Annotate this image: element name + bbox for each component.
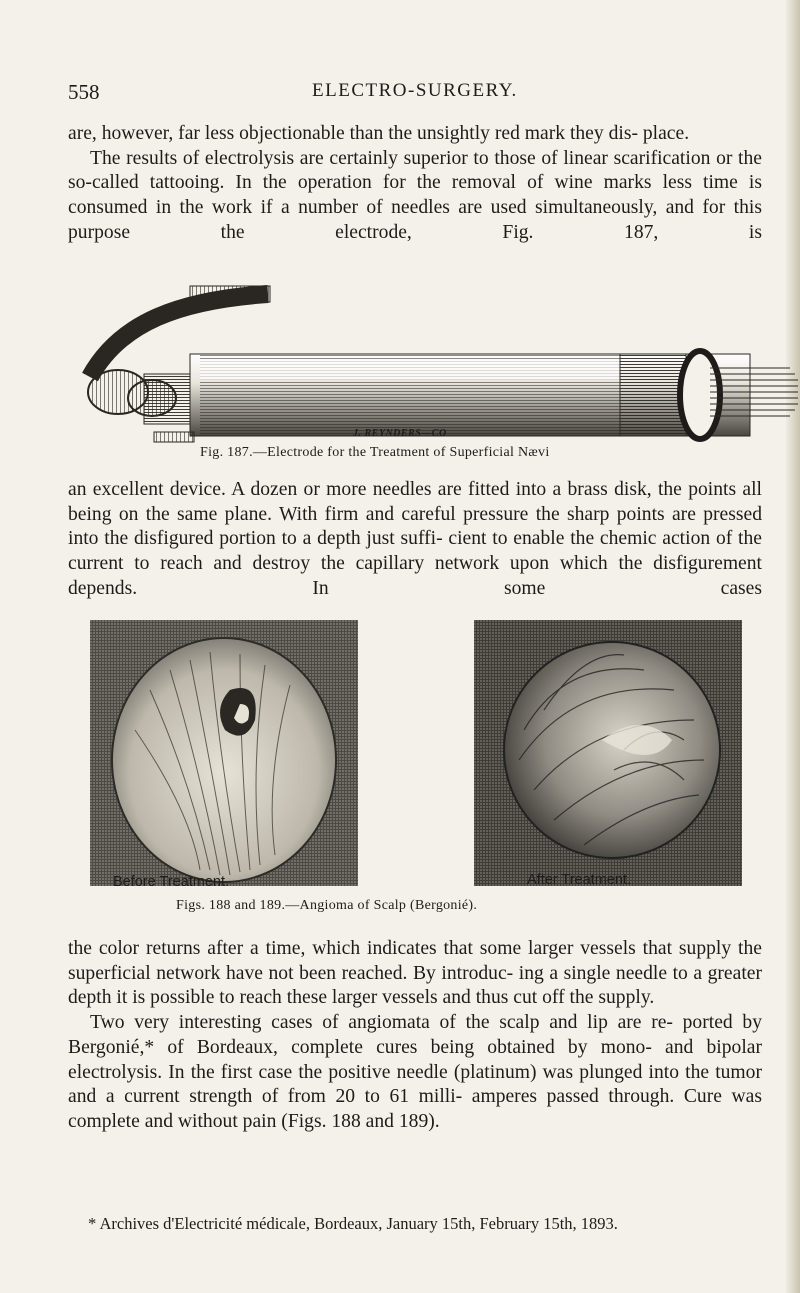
running-title: ELECTRO-SURGERY. xyxy=(312,80,518,101)
text-block-middle xyxy=(68,478,762,602)
text-block-top xyxy=(68,122,762,246)
electrode-illustration xyxy=(60,282,800,444)
page-header xyxy=(68,80,768,110)
paragraph: the color returns after a time, which indicates that some larger vessels that supply the superficial network have not been reached. By introduc- ing a single needle to a greater depth it is possible to reach these larger vessels and thus cut off the supply. xyxy=(68,938,762,1009)
text-block-bottom xyxy=(68,937,762,1135)
footnote: * Archives d'Electricité médicale, Bordeaux, January 15th, February 15th, 1893. xyxy=(88,1214,618,1233)
paragraph: an excellent device. A dozen or more needles are fitted into a brass disk, the points all being on the same plane. With firm and careful pressure the sharp points are pressed into the disfigured portion to a depth just suffi- cient to enable the chemic action of the current to reach and destroy the capillary network upon which the disfigurement depends. In some cases xyxy=(68,479,762,599)
page-number: 558 xyxy=(68,80,100,104)
paragraph: Two very interesting cases of angiomata of the scalp and lip are re- ported by Bergonié,* of Bordeaux, complete cures being obtained by mono- and bipolar electrolysis. In the first case the positive needle (platinum) was plunged into the tumor and a current strength of from 20 to 61 milli- amperes passed through. Cure was complete and without pain (Figs. 188 and 189). xyxy=(68,1012,762,1132)
figures-188-189-caption: Figs. 188 and 189.—Angioma of Scalp (Bergonié). xyxy=(176,898,478,913)
figure-187-caption: Fig. 187.—Electrode for the Treatment of Superficial Nævi xyxy=(200,445,550,460)
after-treatment-image xyxy=(474,620,742,886)
label-before-treatment: Before Treatment. xyxy=(113,874,230,890)
before-treatment-image xyxy=(90,620,358,886)
label-after-treatment: After Treatment. xyxy=(527,872,631,888)
page-edge xyxy=(786,0,800,1293)
paragraph: are, however, far less objectionable than the unsightly red mark they dis- place. xyxy=(68,123,690,144)
figure-189-after-photo xyxy=(474,620,742,886)
figure-187-electrode xyxy=(60,282,800,444)
figure-188-before-photo xyxy=(90,620,358,886)
paragraph: The results of electrolysis are certainly superior to those of linear scarification or the so-called tattooing. In the operation for the removal of wine marks less time is consumed in the work if a number of needles are used simultaneously, and for this purpose the electrode, Fig. 187, is xyxy=(68,147,762,243)
engraver-mark: J. REYNDERS—CO xyxy=(353,428,447,439)
